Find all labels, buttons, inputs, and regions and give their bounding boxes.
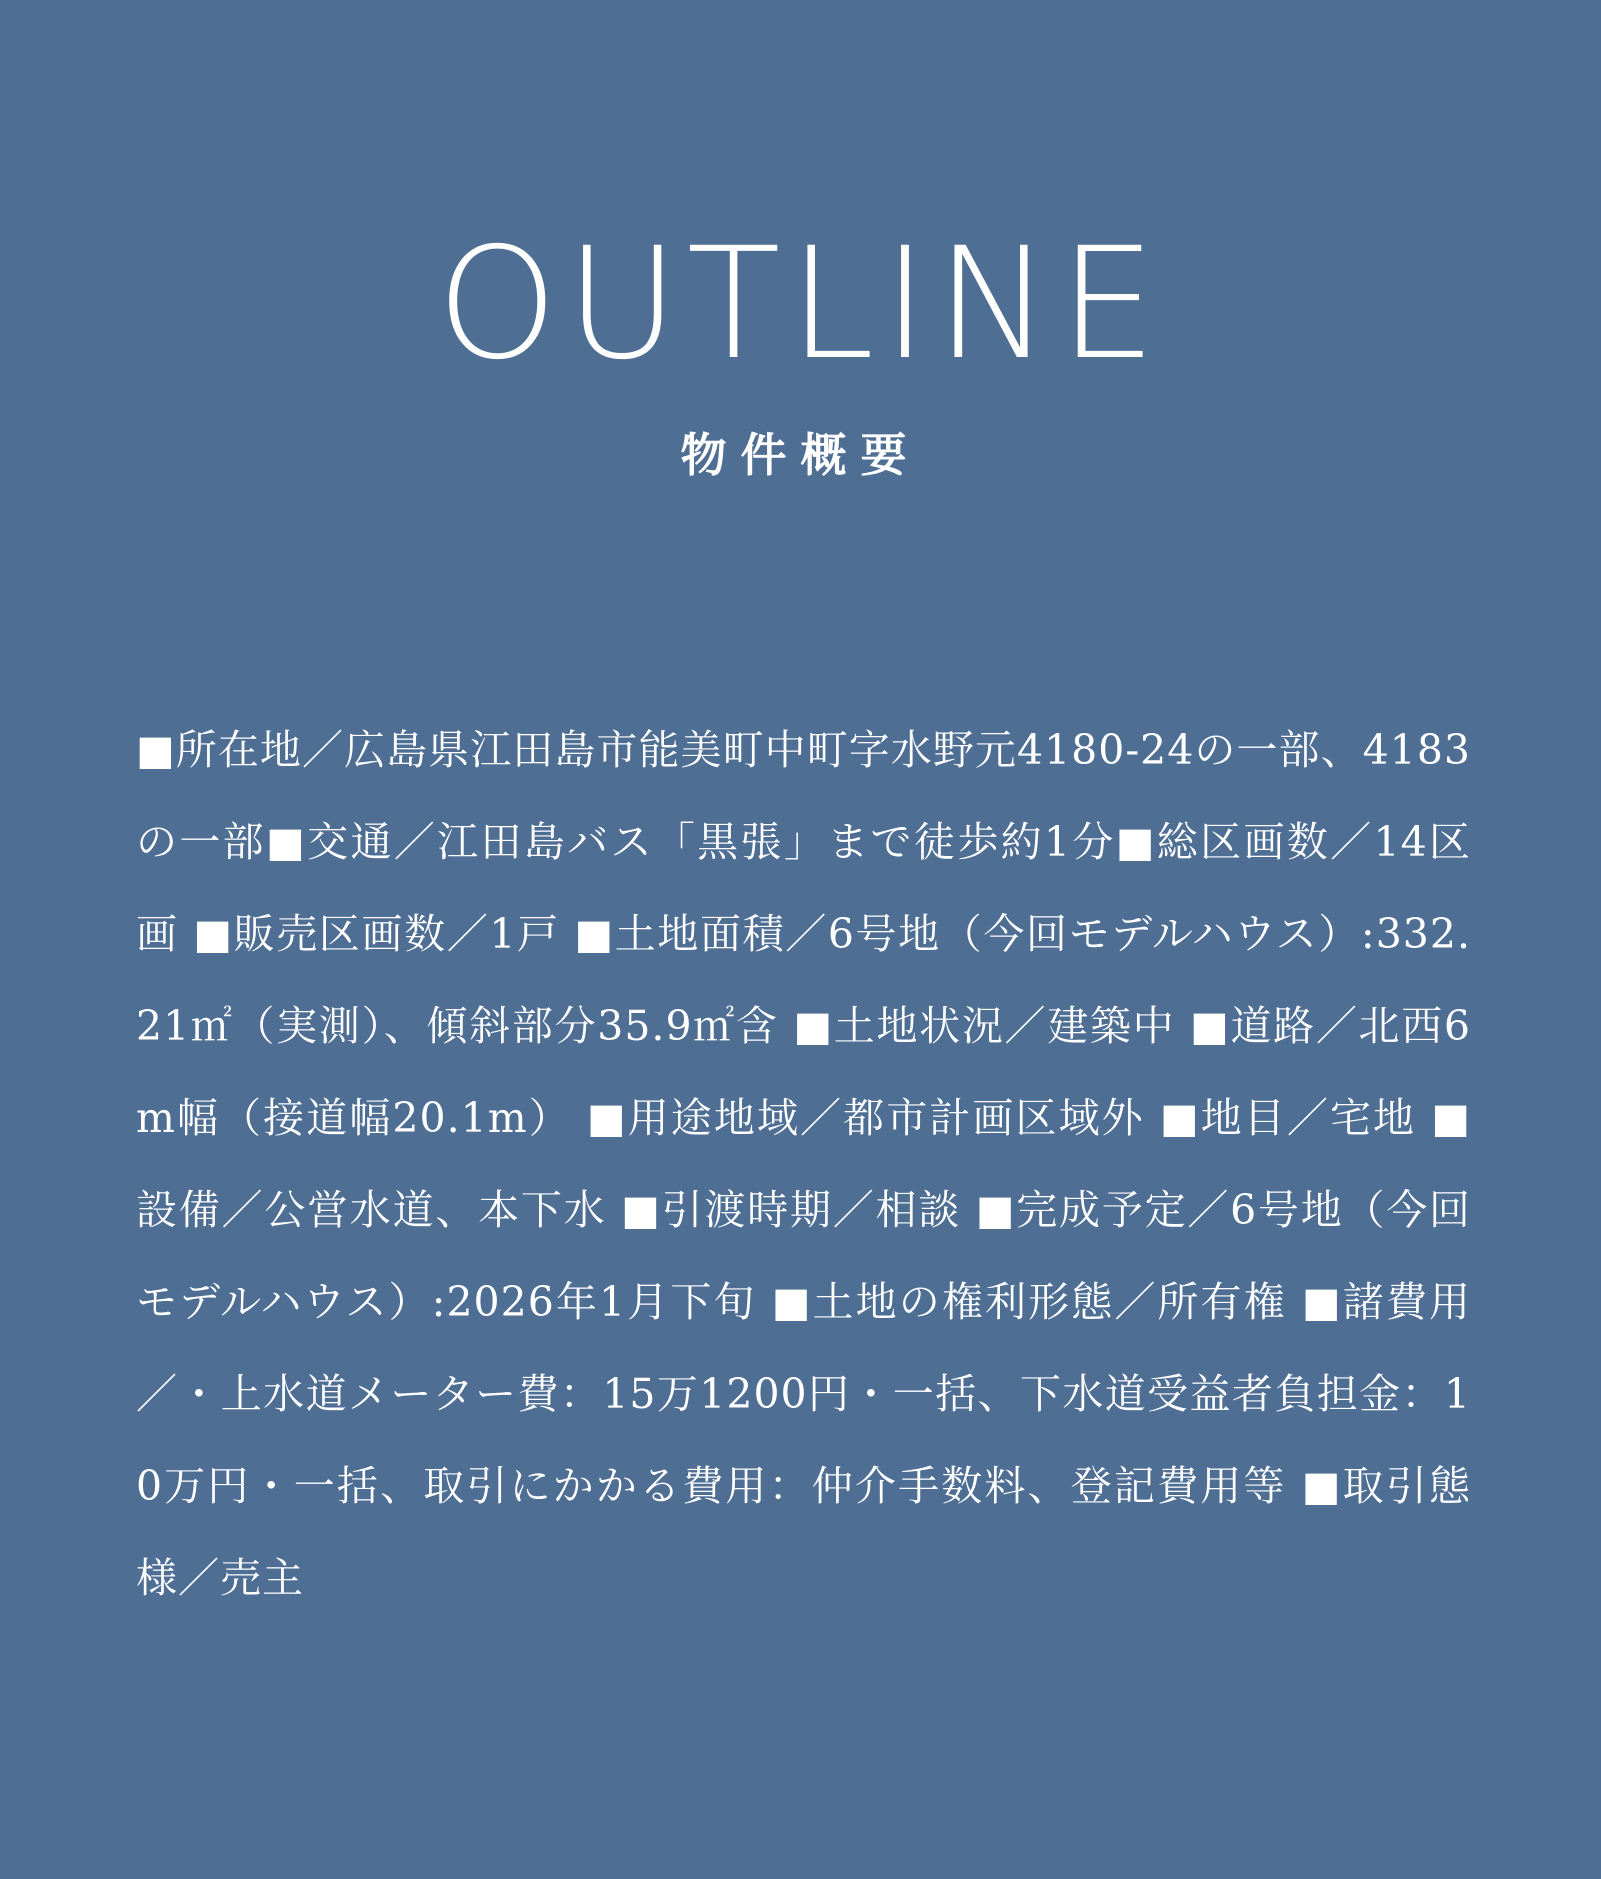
property-outline-text: ■所在地／広島県江田島市能美町中町字水野元4180-24の一部、4183の一部■交通／江田島バス「黒張」まで徒歩約1分■総区画数／14区画 ■販売区画数／1戸 ■土地面積／6号地（今回モデルハウス）:332.21㎡（実測）、傾斜部分35.9㎡含 ■土地状況／建築中 ■道路／北西6m幅（接道幅20.1m） ■用途地域／都市計画区域外 ■地目／宅地 ■設備／公営水道、本下水 ■引渡時期／相談 ■完成予定／6号地（今回モデルハウス）:2026年1月下旬 ■土地の権利形態／所有権 ■諸費用／・上水道メーター費：15万1200円・一括、下水道受益者負担金：10万円・一括、取引にかかる費用：仲介手数料、登記費用等 ■取引態様／売主 <box>136 726 1471 1602</box>
page-title: OUTLINE <box>436 215 1165 394</box>
page-subtitle: 物件概要 <box>680 428 921 482</box>
